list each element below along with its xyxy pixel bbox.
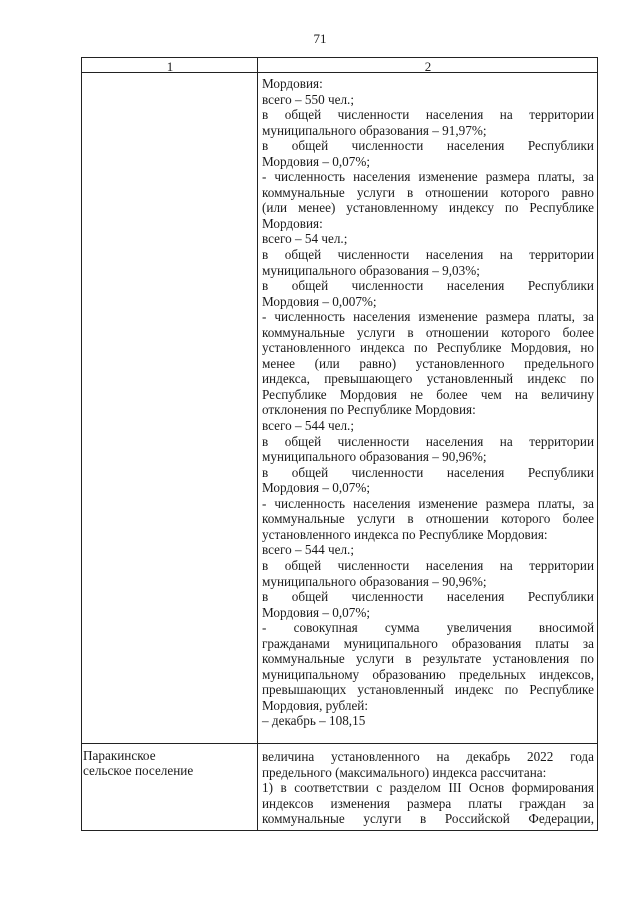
text-line: в общей численности населения на территории — [262, 107, 594, 123]
text-line: Мордовия – 0,07%; — [262, 604, 370, 620]
text-line: муниципальному образованию предельных индексов, — [262, 666, 594, 682]
text-line: в общей численности населения на территории — [262, 247, 594, 263]
text-line: – декабрь – 108,15 — [262, 713, 366, 729]
text-line: всего – 544 чел.; — [262, 418, 354, 434]
text-line: муниципального образования – 91,97%; — [262, 122, 487, 138]
text-line: Мордовия – 0,07%; — [262, 480, 370, 496]
text-line: менее (или равно) установленного предельного — [262, 355, 594, 371]
text-line: Мордовия, рублей: — [262, 697, 369, 713]
text-line: 1) в соответствии с разделом III Основ формирования — [262, 780, 594, 796]
column-header-1: 1 — [166, 59, 174, 74]
table-border-right — [597, 57, 598, 831]
text-line: в общей численности населения на территории — [262, 557, 594, 573]
text-line: муниципального образования – 90,96%; — [262, 573, 487, 589]
text-line: Республике Мордовия не более чем на величину — [262, 386, 594, 402]
text-line: муниципального образования – 90,96%; — [262, 449, 487, 465]
row2-description — [262, 749, 594, 827]
text-line: индекса, превышающего установленный индекс по — [262, 371, 594, 387]
text-line: в общей численности населения Республики — [262, 589, 594, 605]
text-line: Мордовия: — [262, 76, 323, 91]
text-line: величина установленного на декабрь 2022 года — [262, 749, 594, 764]
text-line: предельного (максимального) индекса рассчитана: — [262, 764, 547, 780]
text-line: в общей численности населения Республики — [262, 464, 594, 480]
page-number: 71 — [313, 31, 327, 46]
table-row-divider — [81, 743, 598, 744]
text-line: гражданами муниципального образования платы за — [262, 635, 594, 651]
text-line: коммунальные услуги в Российской Федерации, — [262, 811, 594, 827]
text-line: (или менее) установленному индексу по Республике — [262, 200, 594, 216]
text-line: всего – 544 чел.; — [262, 542, 354, 558]
text-line: коммунальные услуги в отношении которого равно — [262, 184, 594, 200]
text-line: Мордовия – 0,007%; — [262, 293, 377, 309]
text-line: превышающих установленный индекс по Республике — [262, 682, 594, 698]
column-header-2: 2 — [424, 59, 432, 74]
text-line: всего – 54 чел.; — [262, 231, 348, 247]
text-line: отклонения по Республике Мордовия: — [262, 402, 476, 418]
text-line: индексов изменения размера платы граждан за — [262, 795, 594, 811]
table-border-top — [81, 57, 598, 58]
text-line: - численность населения изменение размера платы, за — [262, 309, 594, 325]
text-line: коммунальные услуги в результате установления по — [262, 651, 594, 667]
text-line: - совокупная сумма увеличения вносимой — [262, 620, 594, 636]
text-line: Мордовия: — [262, 215, 323, 231]
text-line: - численность населения изменение размера платы, за — [262, 495, 594, 511]
text-line: коммунальные услуги в отношении которого более — [262, 511, 594, 527]
row2-municipality — [83, 748, 253, 778]
table-column-divider — [257, 57, 258, 831]
text-line: в общей численности населения Республики — [262, 138, 594, 154]
text-line: муниципального образования – 9,03%; — [262, 262, 480, 278]
municipality-name-line: сельское поселение — [83, 763, 194, 778]
text-line: установленного индекса по Республике Мордовия: — [262, 526, 548, 542]
table-border-left — [81, 57, 82, 831]
text-line: в общей численности населения Республики — [262, 278, 594, 294]
text-line: в общей численности населения на территории — [262, 433, 594, 449]
text-line: коммунальные услуги в отношении которого более — [262, 324, 594, 340]
text-line: Мордовия – 0,07%; — [262, 153, 370, 169]
text-line: всего – 550 чел.; — [262, 91, 354, 107]
text-line: установленного индекса по Республике Мордовия, но — [262, 340, 594, 356]
row1-description — [262, 76, 594, 729]
table-border-bottom — [81, 830, 598, 831]
text-line: - численность населения изменение размера платы, за — [262, 169, 594, 185]
municipality-name-line: Паракинское — [83, 748, 156, 763]
